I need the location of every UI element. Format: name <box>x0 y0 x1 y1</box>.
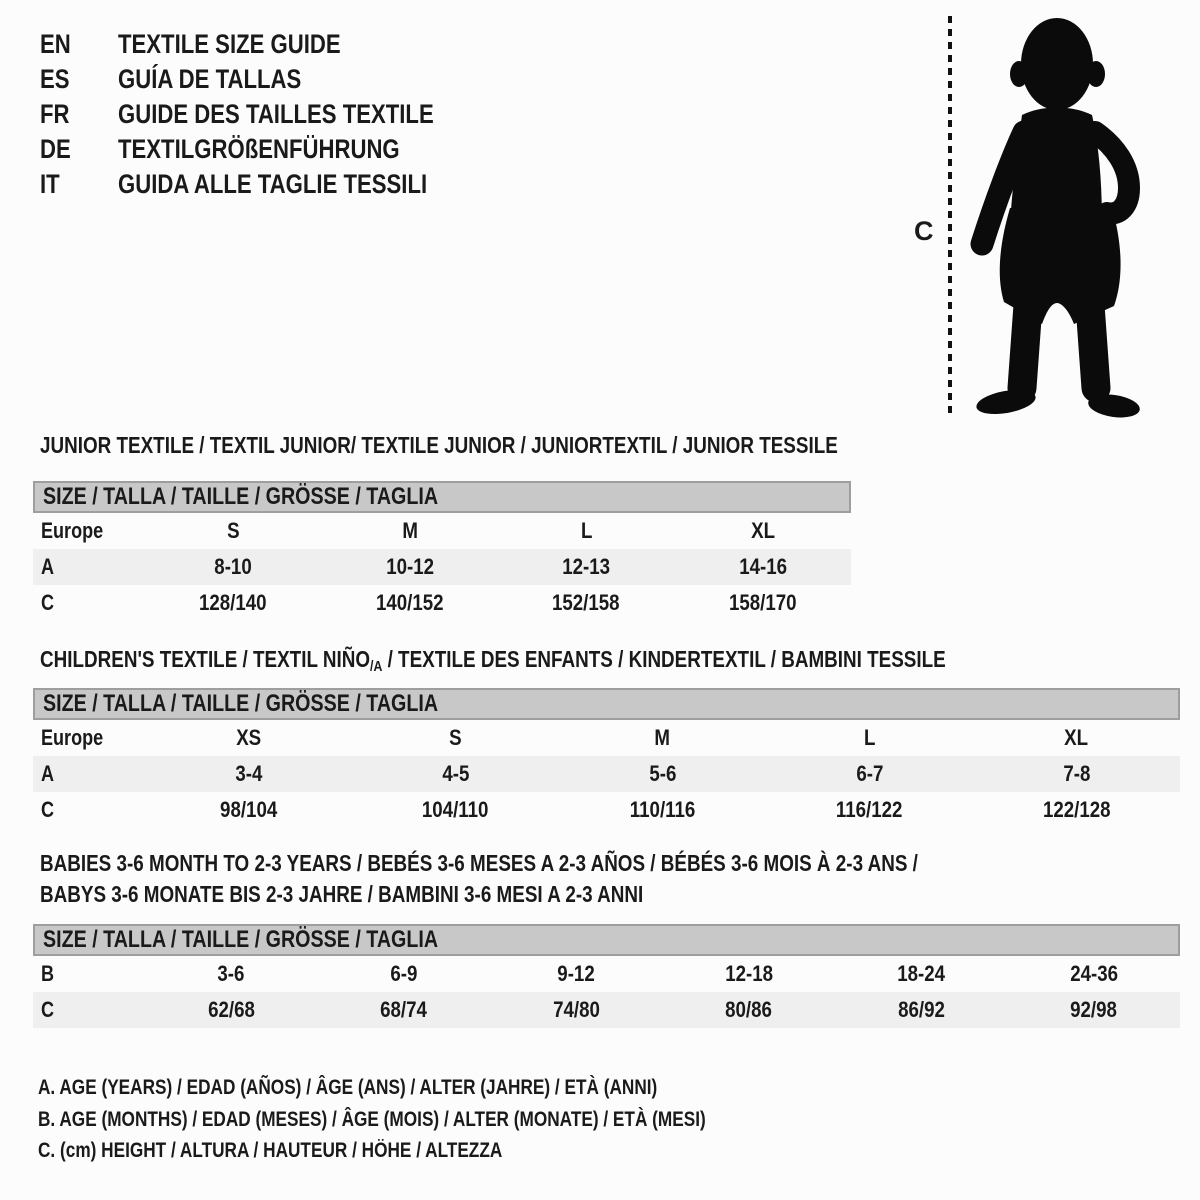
junior-section-heading <box>40 432 1013 459</box>
table-row-age-years <box>33 549 851 585</box>
row-label-text: Europe <box>41 518 104 543</box>
table-cell <box>675 590 852 616</box>
children-size-table <box>33 688 1180 828</box>
cell-value: 18-24 <box>897 961 946 986</box>
table-cell <box>766 797 973 823</box>
row-label-text: C <box>41 797 55 822</box>
row-label-text: C <box>41 997 55 1022</box>
cell-value: M <box>654 725 671 750</box>
table-cell <box>498 590 675 616</box>
cell-value: 3-4 <box>234 761 263 786</box>
cell-value: 10-12 <box>385 554 434 579</box>
table-cell <box>322 518 499 544</box>
table-cell <box>145 997 318 1023</box>
babies-heading-line2: BABYS 3-6 MONATE BIS 2-3 JAHRE / BAMBINI 3-6 MESI A 2-3 ANNI <box>40 881 644 907</box>
table-row-age-years <box>33 756 1180 792</box>
cell-value: L <box>863 725 876 750</box>
table-cell <box>145 725 352 751</box>
row-label <box>33 761 145 787</box>
children-heading-text <box>40 646 946 675</box>
children-section-heading <box>40 646 1145 675</box>
legend-line-b <box>38 1104 852 1136</box>
row-label-text: B <box>41 961 55 986</box>
language-row-de <box>40 132 503 167</box>
row-label-text: A <box>41 554 55 579</box>
cell-value: XS <box>236 725 261 750</box>
language-code: DE <box>40 134 71 164</box>
cell-value: 158/170 <box>728 590 797 615</box>
cell-value: 68/74 <box>380 997 428 1022</box>
language-code: EN <box>40 29 71 59</box>
language-row-es <box>40 62 503 97</box>
table-row-height-cm <box>33 792 1180 828</box>
table-row-height-cm <box>33 992 1180 1028</box>
table-row-age-months <box>33 956 1180 992</box>
table-cell <box>352 725 559 751</box>
cell-value: 86/92 <box>897 997 945 1022</box>
cell-value: 5-6 <box>648 761 677 786</box>
height-measure-dashed-line <box>948 16 952 416</box>
cell-value: 92/98 <box>1070 997 1118 1022</box>
row-label <box>33 997 145 1023</box>
children-heading-sub: /A <box>370 658 383 675</box>
children-heading-suffix: / TEXTILE DES ENFANTS / KINDERTEXTIL / BAMBINI TESSILE <box>382 646 946 672</box>
height-measure-label: C <box>914 216 934 246</box>
cell-value: 8-10 <box>214 554 252 579</box>
table-cell <box>498 554 675 580</box>
cell-value: 14-16 <box>738 554 787 579</box>
row-label-text: A <box>41 761 55 786</box>
table-cell <box>498 518 675 544</box>
language-list <box>40 27 503 202</box>
cell-value: 98/104 <box>219 797 278 822</box>
table-cell <box>973 761 1180 787</box>
junior-size-table <box>33 481 851 621</box>
language-code: ES <box>40 64 70 94</box>
language-row-en <box>40 27 503 62</box>
guide-title-it: GUIDA ALLE TAGLIE TESSILI <box>118 169 428 199</box>
toddler-silhouette-icon <box>962 10 1147 420</box>
row-label <box>33 518 145 544</box>
table-cell <box>766 725 973 751</box>
junior-size-bar <box>33 481 851 513</box>
table-row-height-cm <box>33 585 851 621</box>
guide-title-es: GUÍA DE TALLAS <box>118 64 302 94</box>
table-cell <box>145 761 352 787</box>
table-cell <box>559 761 766 787</box>
babies-size-table <box>33 924 1180 1028</box>
table-cell <box>145 961 318 987</box>
babies-heading-line1: BABIES 3-6 MONTH TO 2-3 YEARS / BEBÉS 3-6 MESES A 2-3 AÑOS / BÉBÉS 3-6 MOIS À 2-3 ANS / <box>40 850 918 876</box>
cell-value: 128/140 <box>199 590 268 615</box>
cell-value: XL <box>750 518 775 543</box>
row-label <box>33 961 145 987</box>
table-row-europe <box>33 513 851 549</box>
junior-heading-text: JUNIOR TEXTILE / TEXTIL JUNIOR/ TEXTILE JUNIOR / JUNIORTEXTIL / JUNIOR TESSILE <box>40 432 838 458</box>
table-cell <box>663 997 836 1023</box>
row-label <box>33 554 145 580</box>
cell-value: 80/86 <box>725 997 773 1022</box>
language-code: FR <box>40 99 70 129</box>
legend-line-a <box>38 1072 852 1104</box>
table-cell <box>490 997 663 1023</box>
legend-line-b-text: B. AGE (MONTHS) / EDAD (MESES) / ÂGE (MOIS) / ALTER (MONATE) / ETÀ (MESI) <box>38 1107 706 1131</box>
row-label <box>33 725 145 751</box>
table-cell <box>145 518 322 544</box>
table-cell <box>559 725 766 751</box>
cell-value: M <box>401 518 418 543</box>
cell-value: S <box>227 518 240 543</box>
row-label-text: Europe <box>41 725 104 750</box>
table-cell <box>663 961 836 987</box>
guide-title-de: TEXTILGRÖßENFÜHRUNG <box>118 134 400 164</box>
size-bar-label: SIZE / TALLA / TAILLE / GRÖSSE / TAGLIA <box>43 483 439 510</box>
table-cell <box>973 725 1180 751</box>
table-cell <box>559 797 766 823</box>
cell-value: 122/128 <box>1042 797 1111 822</box>
cell-value: 7-8 <box>1062 761 1091 786</box>
legend-line-c-text: C. (cm) HEIGHT / ALTURA / HAUTEUR / HÖHE / ALTEZZA <box>38 1139 503 1162</box>
cell-value: 62/68 <box>207 997 255 1022</box>
table-cell <box>1008 961 1181 987</box>
table-cell <box>318 997 491 1023</box>
children-size-bar <box>33 688 1180 720</box>
cell-value: 110/116 <box>629 797 696 822</box>
cell-value: 24-36 <box>1069 961 1118 986</box>
cell-value: 152/158 <box>552 590 621 615</box>
table-cell <box>675 554 852 580</box>
language-row-it <box>40 167 503 202</box>
babies-size-bar <box>33 924 1180 956</box>
cell-value: 140/152 <box>375 590 444 615</box>
legend-line-c <box>38 1135 852 1167</box>
language-code: IT <box>40 169 60 199</box>
table-cell <box>322 554 499 580</box>
table-cell <box>352 797 559 823</box>
cell-value: 12-18 <box>724 961 773 986</box>
cell-value: 116/122 <box>836 797 903 822</box>
cell-value: 3-6 <box>217 961 245 986</box>
cell-value: 4-5 <box>441 761 470 786</box>
table-cell <box>766 761 973 787</box>
children-heading-prefix: CHILDREN'S TEXTILE / TEXTIL NIÑO <box>40 646 371 672</box>
table-cell <box>145 554 322 580</box>
cell-value: L <box>580 518 592 543</box>
cell-value: 74/80 <box>552 997 600 1022</box>
row-label <box>33 590 145 616</box>
table-cell <box>1008 997 1181 1023</box>
size-bar-label: SIZE / TALLA / TAILLE / GRÖSSE / TAGLIA <box>43 926 439 953</box>
table-cell <box>835 961 1008 987</box>
babies-section-heading <box>40 848 1111 910</box>
cell-value: 12-13 <box>562 554 611 579</box>
cell-value: S <box>449 725 462 750</box>
language-row-fr <box>40 97 503 132</box>
cell-value: 6-7 <box>855 761 884 786</box>
table-cell <box>145 590 322 616</box>
table-cell <box>835 997 1008 1023</box>
measurement-legend <box>38 1072 852 1167</box>
table-cell <box>352 761 559 787</box>
size-bar-label: SIZE / TALLA / TAILLE / GRÖSSE / TAGLIA <box>43 690 439 717</box>
cell-value: 9-12 <box>557 961 595 986</box>
table-cell <box>973 797 1180 823</box>
table-cell <box>318 961 491 987</box>
cell-value: 6-9 <box>390 961 418 986</box>
guide-title-en: TEXTILE SIZE GUIDE <box>118 29 341 59</box>
guide-title-fr: GUIDE DES TAILLES TEXTILE <box>118 99 434 129</box>
table-row-europe <box>33 720 1180 756</box>
row-label <box>33 797 145 823</box>
table-cell <box>322 590 499 616</box>
table-cell <box>490 961 663 987</box>
row-label-text: C <box>41 590 55 615</box>
legend-line-a-text: A. AGE (YEARS) / EDAD (AÑOS) / ÂGE (ANS) / ALTER (JAHRE) / ETÀ (ANNI) <box>38 1076 658 1099</box>
table-cell <box>145 797 352 823</box>
cell-value: XL <box>1064 725 1089 750</box>
cell-value: 104/110 <box>422 797 489 822</box>
table-cell <box>675 518 852 544</box>
